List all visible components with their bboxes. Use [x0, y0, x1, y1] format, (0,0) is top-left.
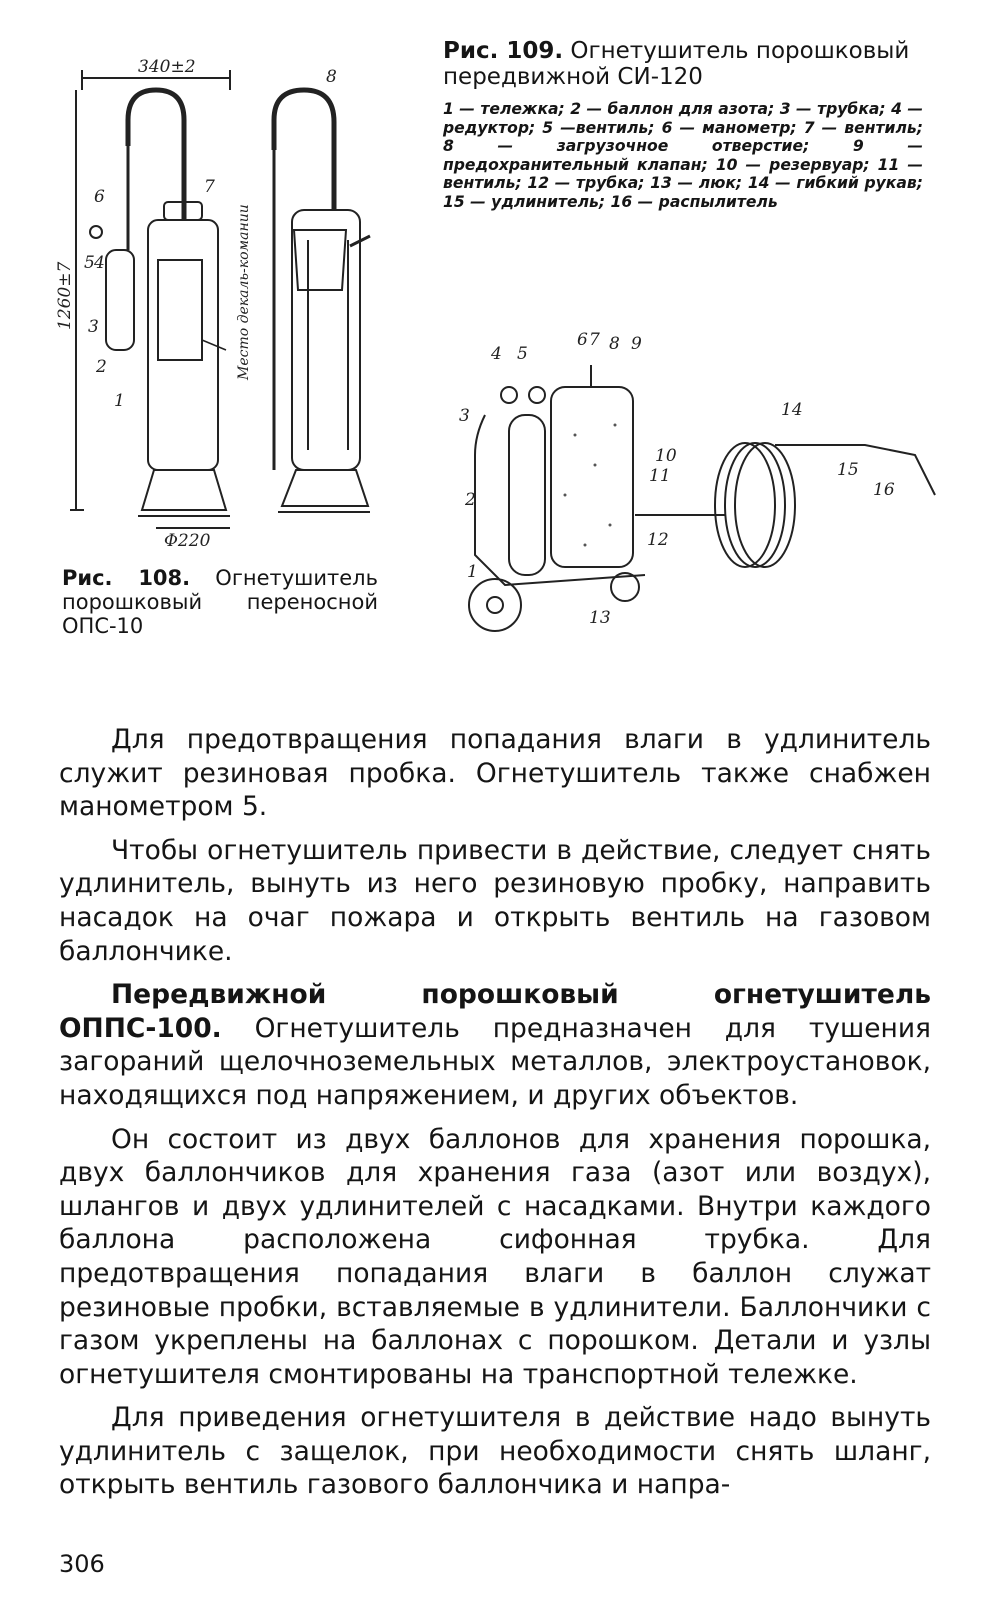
callout-1: 1	[467, 562, 478, 582]
callout-13: 13	[589, 608, 611, 628]
callout-9: 9	[631, 334, 642, 354]
decal-label: Место декаль-комании	[236, 204, 252, 380]
callout-4: 4	[94, 253, 105, 273]
callout-15: 15	[837, 460, 859, 480]
dimension-height: 1260±7	[55, 261, 75, 330]
figure-109-caption-text: Огнетушитель порошковый передвижной СИ-120	[443, 38, 910, 90]
figure-108-caption-number: Рис. 108.	[62, 566, 191, 590]
paragraph-2: Чтобы огнетушитель привести в действие, следует снять удлинитель, вынуть из него резиновую пробку, направить насадок на очаг пожара и открыть вентиль на газовом баллончике.	[59, 834, 931, 967]
dimension-base: Φ220	[164, 531, 211, 551]
figure-109-caption-number: Рис. 109.	[443, 38, 564, 64]
callout-8: 8	[326, 67, 337, 87]
callout-2: 2	[96, 357, 107, 377]
callout-7: 7	[204, 177, 215, 197]
callout-5: 5	[517, 344, 528, 364]
figure-109-caption	[443, 38, 923, 211]
paragraph-3-heading: Передвижной порошковый огнетушитель ОППС-100.	[59, 979, 931, 1044]
figure-109-legend: 1 — тележка; 2 — баллон для азота; 3 — трубка; 4 — редуктор; 5 —вентиль; 6 — манометр; 7 — вентиль; 8 — загрузочное отверстие; 9 — предохранительный клапан; 10 — резервуар; 11 — вентиль; 12 — трубка; 13 — люк; 14 — гибкий рукав; 15 — удлинитель; 16 — распылитель	[443, 100, 923, 211]
callout-6: 6	[577, 330, 588, 350]
paragraph-5: Для приведения огнетушителя в действие надо вынуть удлинитель с защелок, при необходимости снять шланг, открыть вентиль газового баллончика и напра-	[59, 1402, 931, 1501]
paragraph-1: Для предотвращения попадания влаги в удлинитель служит резиновая пробка. Огнетушитель также снабжен манометром 5.	[59, 724, 931, 823]
callout-11: 11	[649, 466, 671, 486]
callout-14: 14	[781, 400, 803, 420]
callout-3: 3	[459, 406, 470, 426]
callout-12: 12	[647, 530, 669, 550]
paragraph-3	[59, 978, 931, 1112]
figure-108-caption	[62, 566, 378, 638]
figure-109-title	[443, 38, 923, 90]
callout-5: 5	[84, 253, 95, 273]
callout-3: 3	[88, 317, 99, 337]
dimension-width: 340±2	[138, 57, 196, 77]
body-text	[59, 723, 931, 1512]
callout-16: 16	[873, 480, 895, 500]
figure-109-drawing	[445, 325, 945, 665]
figure-108-caption-text: Огнетушитель порошковый переносной ОПС-10	[62, 566, 378, 638]
callout-10: 10	[655, 446, 677, 466]
page-number: 306	[59, 1550, 105, 1578]
callout-6: 6	[94, 187, 105, 207]
paragraph-4: Он состоит из двух баллонов для хранения порошка, двух баллончиков для хранения газа (азот или воздух), шлангов и двух удлинителей с насадками. Внутри каждого баллона расположена сифонная трубка. Для предотвращения попадания влаги в баллон служат резиновые пробки, вставляемые в удлинители. Баллончики с газом укреплены на баллонах с порошком. Детали и узлы огнетушителя смонтированы на транспортной тележке.	[59, 1123, 931, 1390]
callout-7: 7	[589, 330, 600, 350]
paragraph-3-text: Огнетушитель предназначен для тушения загораний щелочноземельных металлов, электроустановок, находящихся под напряжением, и других объектов.	[59, 1012, 931, 1111]
callout-4: 4	[491, 344, 502, 364]
callout-2: 2	[465, 490, 476, 510]
callout-8: 8	[609, 334, 620, 354]
figure-108-drawing	[50, 50, 380, 560]
callout-1: 1	[114, 391, 125, 411]
